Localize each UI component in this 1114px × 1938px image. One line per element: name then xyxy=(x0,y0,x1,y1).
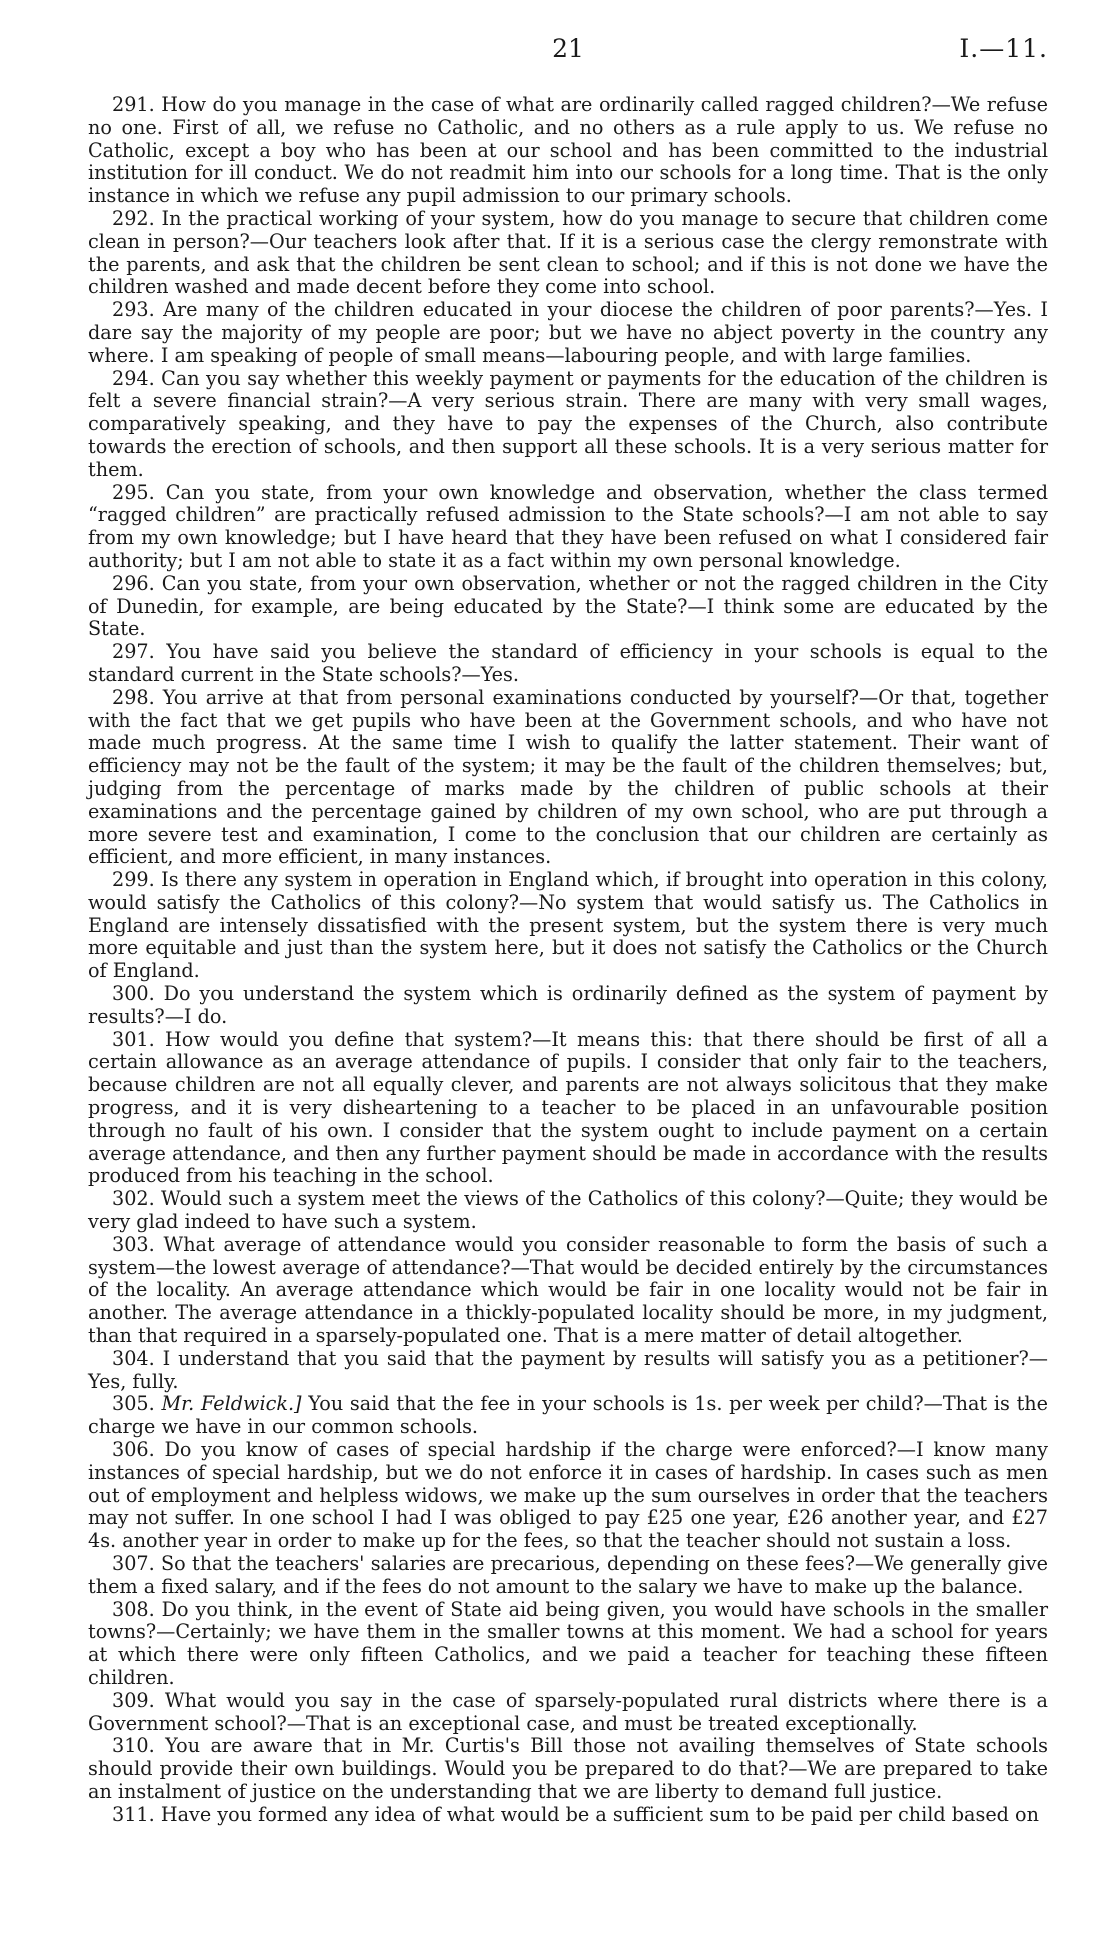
question-paragraph xyxy=(88,687,1048,869)
question-paragraph xyxy=(88,94,1048,208)
question-paragraph xyxy=(88,368,1048,482)
question-and-answer-text: How do you manage in the case of what are ordinarily called ragged children?—We refuse no one. First of all, we refuse no Catholic, and no others as a rule apply to us. We refuse no Catholic, except a boy who has been at our school and has been committed to the industrial institution for ill conduct. We do not readmit him into our schools for a long time. That is the only instance in which we refuse any pupil admission to our primary schools. xyxy=(88,93,1048,208)
question-number: 307. xyxy=(112,1552,155,1575)
page-header xyxy=(88,34,1048,74)
document-reference: I.—11. xyxy=(959,34,1048,63)
question-and-answer-text: What would you say in the case of sparsely-populated rural districts where there is a Government school?—That is an exceptional case, and must be treated exceptionally. xyxy=(88,1688,1048,1735)
question-number: 303. xyxy=(112,1232,155,1256)
question-number: 310. xyxy=(112,1734,155,1758)
question-paragraph xyxy=(88,1804,1048,1827)
question-paragraph xyxy=(88,1029,1048,1189)
question-number: 296. xyxy=(112,571,155,595)
question-paragraph xyxy=(88,1393,1048,1439)
question-number: 295. xyxy=(112,480,155,504)
question-and-answer-text: How would you define that system?—It means this: that there should be first of all a certain allowance as an average attendance of pupils. I consider that only fair to the teachers, because children are not all equally clever, and parents are not always solicitous that they make progress, and it is very disheartening to a teacher to be placed in an unfavourable position through no fault of his own. I consider that the system ought to include payment on a certain average attendance, and then any further payment should be made in accordance with the results produced from his teaching in the school. xyxy=(88,1027,1048,1188)
question-paragraph xyxy=(88,208,1048,299)
document-page xyxy=(88,34,1048,1827)
question-number: 294. xyxy=(112,366,155,390)
question-number: 301. xyxy=(112,1027,155,1051)
question-paragraph xyxy=(88,1188,1048,1234)
question-and-answer-text: I understand that you said that the payment by results will satisfy you as a petitioner?—Yes, fully. xyxy=(88,1346,1048,1393)
question-number: 293. xyxy=(112,298,155,322)
question-number: 311. xyxy=(112,1802,155,1826)
question-paragraph xyxy=(88,1348,1048,1394)
question-number: 304. xyxy=(112,1346,155,1370)
question-number: 292. xyxy=(112,206,155,230)
question-and-answer-text: Do you think, in the event of State aid being given, you would have schools in the smaller towns?—Certainly; we have them in the smaller towns at this moment. We had a school for years at which there were only fifteen Catholics, and we paid a teacher for teaching these fifteen children. xyxy=(88,1597,1048,1689)
question-and-answer-text: You said that the fee in your schools is 1s. per week per child?—That is the charge we have in our common schools. xyxy=(88,1392,1048,1439)
question-paragraph xyxy=(88,983,1048,1029)
question-and-answer-text: Have you formed any idea of what would be a sufficient sum to be paid per child based on xyxy=(154,1802,1039,1826)
question-paragraph xyxy=(88,1553,1048,1599)
question-number: 308. xyxy=(112,1597,155,1621)
question-number: 297. xyxy=(112,640,155,664)
question-number: 302. xyxy=(112,1187,155,1211)
speaker-name: Mr. Feldwick.] xyxy=(154,1392,302,1416)
question-and-answer-text: What average of attendance would you consider reasonable to form the basis of such a system—the lowest average of attendance?—That would be decided entirely by the circumstances of the locality. An average attendance which would be fair in one locality would not be fair in another. The average attendance in a thickly-populated locality should be more, in my judgment, than that required in a sparsely-populated one. That is a mere matter of detail altogether. xyxy=(88,1232,1048,1348)
question-paragraph xyxy=(88,869,1048,983)
question-and-answer-text: Can you state, from your own knowledge and observation, whether the class termed “ragged children” are practically refused admission to the State schools?—I am not able to say from my own knowledge; but I have heard that they have been refused on what I considered fair authority; but I am not able to state it as a fact within my own personal knowledge. xyxy=(88,480,1048,572)
question-and-answer-text: You have said you believe the standard of efficiency in your schools is equal to the standard current in the State schools?—Yes. xyxy=(88,640,1048,686)
question-and-answer-text: Do you understand the system which is ordinarily defined as the system of payment by results?—I do. xyxy=(88,982,1048,1028)
question-paragraph xyxy=(88,482,1048,573)
question-paragraph xyxy=(88,299,1048,367)
question-number: 309. xyxy=(112,1688,155,1712)
question-paragraph xyxy=(88,573,1048,641)
evidence-text xyxy=(88,94,1048,1827)
question-paragraph xyxy=(88,1234,1048,1348)
question-number: 299. xyxy=(112,868,155,892)
question-and-answer-text: You arrive at that from personal examinations conducted by yourself?—Or that, together with the fact that we get pupils who have been at the Government schools, and who have not made much progress. At the same time I wish to qualify the latter statement. Their want of efficiency may not be the fault of the system; it may be the fault of the children themselves; but, judging from the percentage of marks made by the children of public schools at their examinations and the percentage gained by children of my own school, who are put through a more severe test and examination, I come to the conclusion that our children are certainly as efficient, and more efficient, in many instances. xyxy=(88,685,1048,869)
page-number: 21 xyxy=(552,34,584,63)
question-number: 291. xyxy=(112,93,155,116)
question-paragraph xyxy=(88,1735,1048,1803)
question-number: 300. xyxy=(112,982,155,1006)
question-and-answer-text: In the practical working of your system, how do you manage to secure that children come clean in person?—Our teachers look after that. If it is a serious case the clergy remonstrate with the parents, and ask that the children be sent clean to school; and if this is not done we have the children washed and made decent before they come into school. xyxy=(88,206,1048,299)
question-and-answer-text: You are aware that in Mr. Curtis's Bill those not availing themselves of State schools should provide their own buildings. Would you be prepared to do that?—We are prepared to take an instalment of justice on the understanding that we are liberty to demand full justice. xyxy=(88,1734,1048,1803)
question-and-answer-text: Can you say whether this weekly payment or payments for the education of the children is felt a severe financial strain?—A very serious strain. There are many with very small wages, comparatively speaking, and they have to pay the expenses of the Church, also contribute towards the erection of schools, and then support all these schools. It is a very serious matter for them. xyxy=(88,366,1048,481)
question-and-answer-text: Is there any system in operation in England which, if brought into operation in this colony, would satisfy the Catholics of this colony?—No system that would satisfy us. The Catholics in England are intensely dissatisfied with the present system, but the system there is very much more equitable and just than the system here, but it does not satisfy the Catholics or the Church of England. xyxy=(88,868,1048,983)
question-paragraph xyxy=(88,641,1048,687)
question-and-answer-text: Do you know of cases of special hardship if the charge were enforced?—I know many instances of special hardship, but we do not enforce it in cases of hardship. In cases such as men out of employment and helpless widows, we make up the sum ourselves in order that the teachers may not suffer. In one school I had I was obliged to pay £25 one year, £26 another year, and £27 4s. another year in order to make up for the fees, so that the teacher should not sustain a loss. xyxy=(88,1438,1048,1553)
question-and-answer-text: Can you state, from your own observation, whether or not the ragged children in the City of Dunedin, for example, are being educated by the State?—I think some are educated by the State. xyxy=(88,571,1048,641)
question-and-answer-text: So that the teachers' salaries are precarious, depending on these fees?—We generally give them a fixed salary, and if the fees do not amount to the salary we have to make up the balance. xyxy=(88,1552,1048,1598)
question-paragraph xyxy=(88,1690,1048,1736)
question-number: 306. xyxy=(112,1438,155,1462)
question-number: 298. xyxy=(112,685,155,709)
question-number: 305. xyxy=(112,1392,155,1416)
question-and-answer-text: Would such a system meet the views of the Catholics of this colony?—Quite; they would be very glad indeed to have such a system. xyxy=(88,1187,1048,1234)
question-paragraph xyxy=(88,1599,1048,1690)
question-and-answer-text: Are many of the children educated in your diocese the children of poor parents?—Yes. I dare say the majority of my people are poor; but we have no abject poverty in the country any where. I am speaking of people of small means—labouring people, and with large families. xyxy=(88,298,1048,367)
question-paragraph xyxy=(88,1439,1048,1553)
